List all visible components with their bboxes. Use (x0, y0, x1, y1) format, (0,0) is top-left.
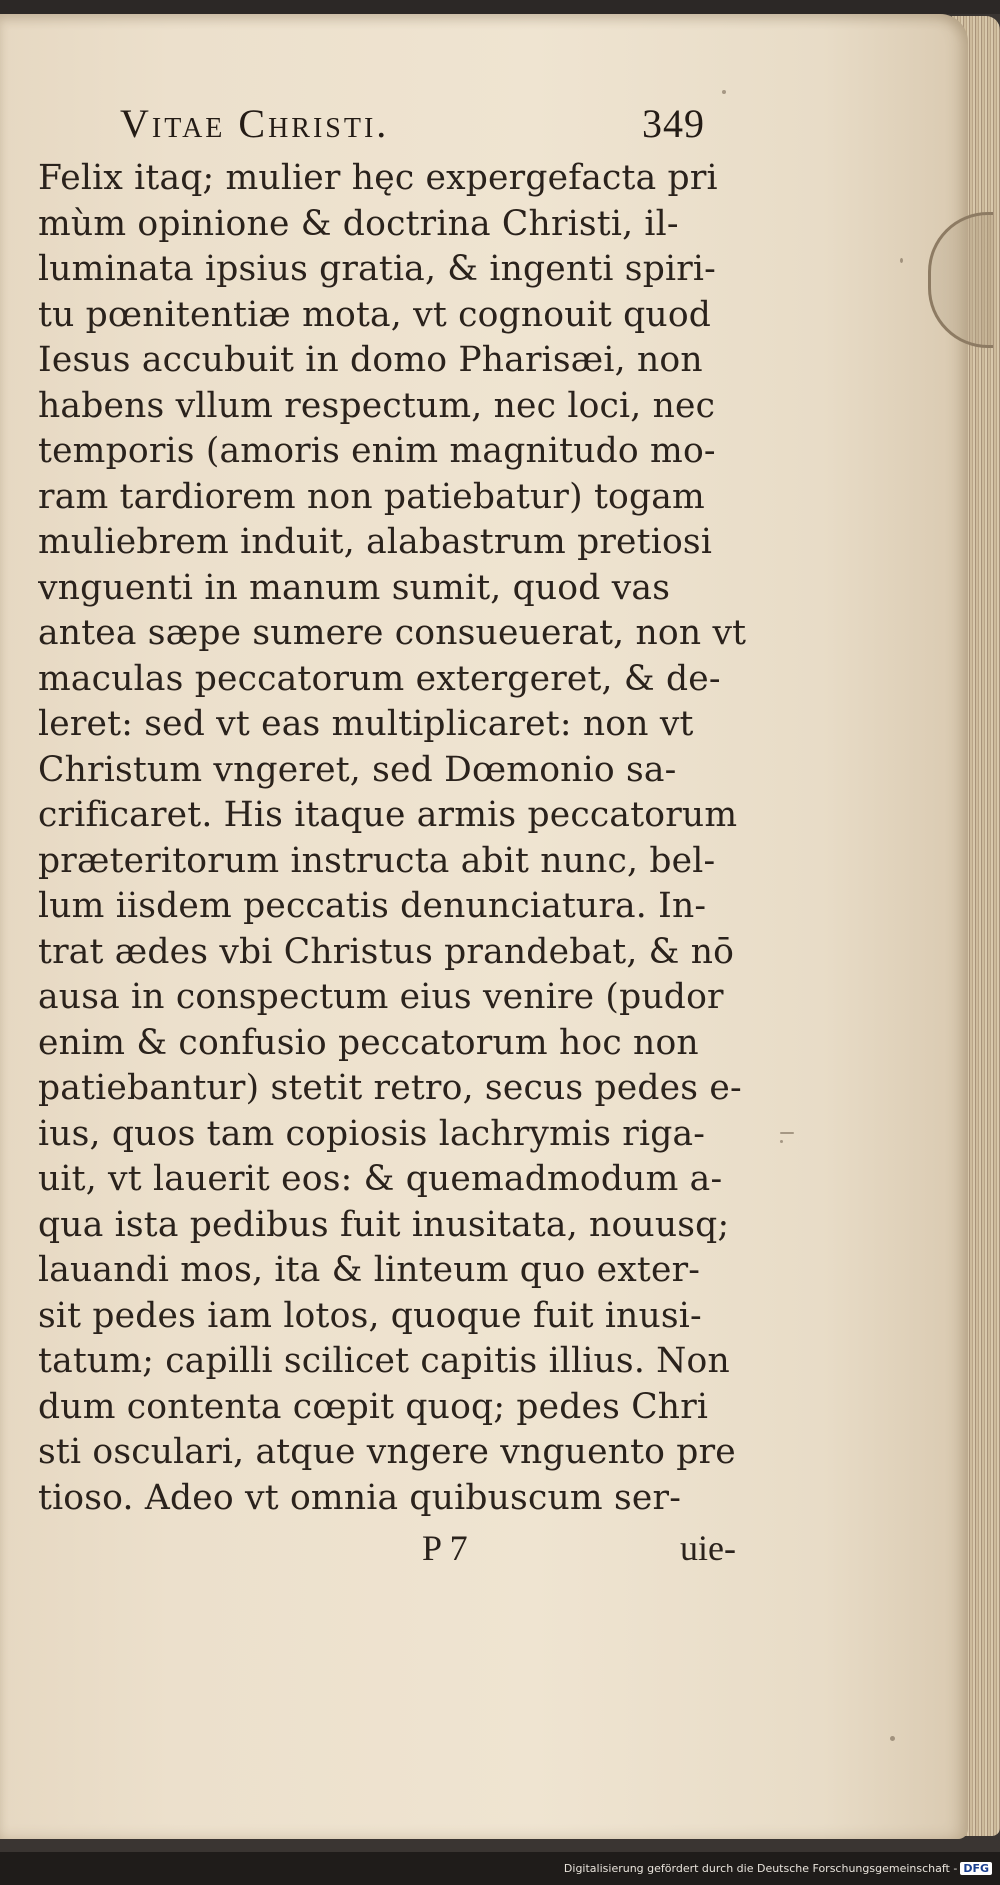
text-line: dum contenta cœpit quoq; pedes Chri (38, 1386, 709, 1427)
text-line: enim & confusio peccatorum hoc non (38, 1022, 699, 1063)
body-text (38, 156, 758, 1521)
text-line: luminata ipsius gratia, & ingenti spiri- (38, 249, 717, 289)
credit-text: Digitalisierung gefördert durch die Deutsche Forschungsgemeinschaft - (563, 1862, 958, 1875)
text-line: temporis (amoris enim magnitudo mo- (38, 431, 716, 471)
paper-speck (900, 258, 903, 263)
text-line: Felix itaq; mulier hęc expergefacta pri (38, 158, 718, 198)
catchword: uie- (680, 1528, 736, 1568)
text-line: lum iisdem peccatis denunciatura. In- (38, 886, 707, 926)
text-line: leret: sed vt eas multiplicaret: non vt (38, 704, 694, 744)
paper-speck (780, 1132, 794, 1134)
text-line: vnguenti in manum sumit, quod vas (38, 567, 671, 608)
text-line: ius, quos tam copiosis lachrymis riga- (38, 1113, 706, 1154)
paper-speck (890, 1736, 895, 1741)
text-line: uit, vt lauerit eos: & quemadmodum a- (38, 1159, 723, 1199)
text-line: ram tardiorem non patiebatur) togam (38, 476, 705, 517)
text-line: qua ista pedibus fuit inusitata, nouusq; (38, 1204, 730, 1245)
page-number: 349 (642, 101, 705, 146)
text-line: Iesus accubuit in domo Pharisæi, non (38, 340, 703, 380)
text-line: muliebrem induit, alabastrum pretiosi (38, 522, 713, 562)
catch-line (38, 1521, 758, 1577)
text-line: trat ædes vbi Christus prandebat, & nō (38, 931, 735, 972)
text-line: antea sæpe sumere consueuerat, non vt (38, 613, 747, 653)
text-line: præteritorum instructa abit nunc, bel- (38, 840, 716, 881)
running-head (38, 100, 758, 156)
text-line: patiebantur) stetit retro, secus pedes e- (38, 1068, 742, 1108)
running-title: Vitae Christi. (120, 101, 390, 146)
text-line: crificaret. His itaque armis peccatorum (38, 795, 738, 835)
text-line: sit pedes iam lotos, quoque fuit inusi- (38, 1295, 702, 1336)
paper-speck (722, 90, 726, 94)
text-line: maculas peccatorum extergeret, & de- (38, 658, 721, 699)
text-line: sti osculari, atque vngere vnguento pre (38, 1432, 736, 1472)
signature-mark: P 7 (422, 1528, 468, 1568)
text-line: habens vllum respectum, nec loci, nec (38, 385, 716, 426)
text-line: lauandi mos, ita & linteum quo exter- (38, 1250, 701, 1290)
dfg-logo-icon: DFG (960, 1862, 992, 1875)
digitization-credit (564, 1862, 992, 1875)
scan-top-border (0, 0, 1000, 14)
text-line: tu pœnitentiæ mota, vt cognouit quod (38, 294, 712, 335)
text-line: tioso. Adeo vt omnia quibuscum ser- (38, 1477, 682, 1518)
page-text-block (38, 100, 758, 1577)
text-line: Christum vngeret, sed Dœmonio sa- (38, 749, 677, 790)
text-line: tatum; capilli scilicet capitis illius. Non (38, 1341, 730, 1381)
text-line: ausa in conspectum eius venire (pudor (38, 977, 724, 1017)
text-line: mùm opinione & doctrina Christi, il- (38, 203, 679, 244)
paper-speck (780, 1140, 783, 1143)
